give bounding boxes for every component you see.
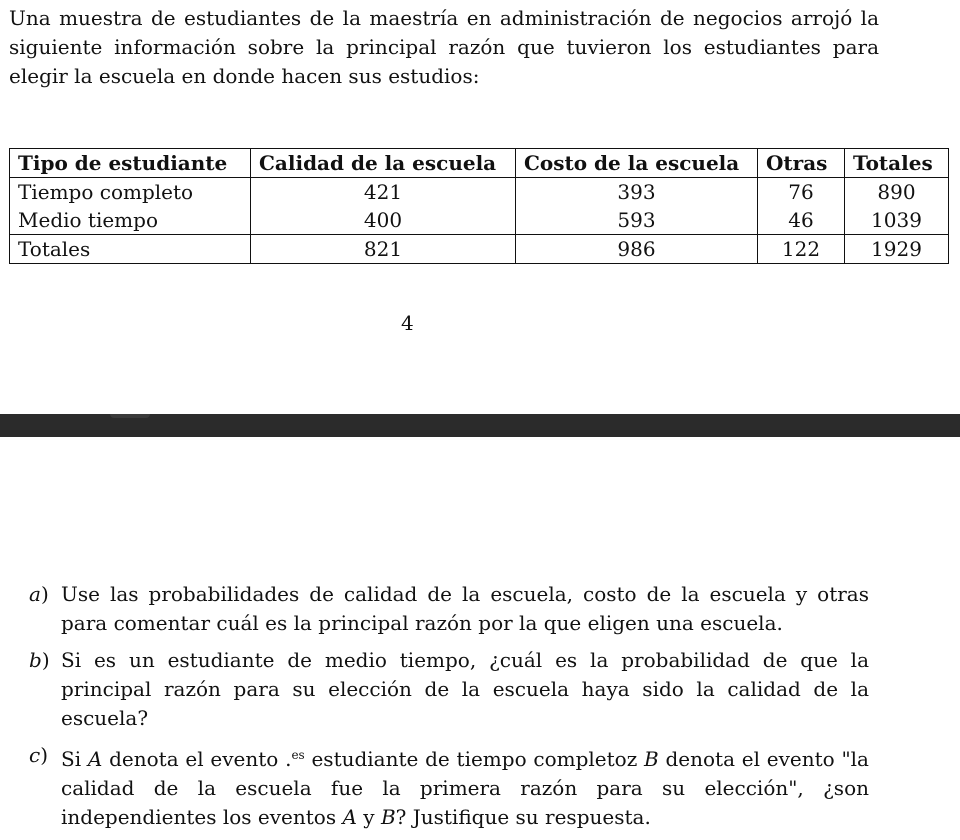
questions-list <box>29 580 869 840</box>
question-text: Use las probabilidades de calidad de la escuela, costo de la escuela y otras para comentar cuál es la principal razón por la que eligen una escuela. <box>61 582 869 635</box>
question-label: b) <box>29 648 50 672</box>
cell-calidad: 821 <box>251 235 516 264</box>
cell-tipo: Medio tiempo <box>10 206 251 235</box>
question-text: Si es un estudiante de medio tiempo, ¿cuál es la probabilidad de que la principal razón para su elección de la escuela haya sido la calidad de la escuela? <box>61 648 869 730</box>
page-divider-bar <box>0 414 960 437</box>
cell-totales: 890 <box>845 178 949 207</box>
question-c <box>29 741 869 832</box>
table-header-row <box>10 149 949 178</box>
cell-otras: 46 <box>758 206 845 235</box>
question-b <box>29 646 869 733</box>
page-number: 4 <box>401 311 414 335</box>
cell-tipo: Totales <box>10 235 251 264</box>
question-a <box>29 580 869 638</box>
question-text: Si A denota el evento .$^{es}$ estudiante de tiempo completoz B denota el evento "la calidad de la escuela fue la primera razón para su elección", ¿son independientes los eventos A y B? Justifique su respuesta. <box>61 747 869 829</box>
data-table <box>9 148 949 264</box>
cell-tipo: Tiempo completo <box>10 178 251 207</box>
table-row <box>10 206 949 235</box>
table-totals-row <box>10 235 949 264</box>
header-tipo: Tipo de estudiante <box>10 149 251 178</box>
cell-otras: 76 <box>758 178 845 207</box>
cell-calidad: 400 <box>251 206 516 235</box>
cell-costo: 393 <box>516 178 758 207</box>
cell-costo: 593 <box>516 206 758 235</box>
cell-totales: 1929 <box>845 235 949 264</box>
intro-paragraph: Una muestra de estudiantes de la maestría en administración de negocios arrojó la siguiente información sobre la principal razón que tuvieron los estudiantes para elegir la escuela en donde hacen sus estudios: <box>9 6 879 88</box>
divider-shade <box>110 414 150 418</box>
cell-costo: 986 <box>516 235 758 264</box>
header-totales: Totales <box>845 149 949 178</box>
header-calidad: Calidad de la escuela <box>251 149 516 178</box>
question-label: c) <box>29 743 49 767</box>
cell-totales: 1039 <box>845 206 949 235</box>
data-table-container <box>9 148 949 264</box>
header-costo: Costo de la escuela <box>516 149 758 178</box>
cell-calidad: 421 <box>251 178 516 207</box>
cell-otras: 122 <box>758 235 845 264</box>
question-label: a) <box>29 582 49 606</box>
header-otras: Otras <box>758 149 845 178</box>
table-row <box>10 178 949 207</box>
